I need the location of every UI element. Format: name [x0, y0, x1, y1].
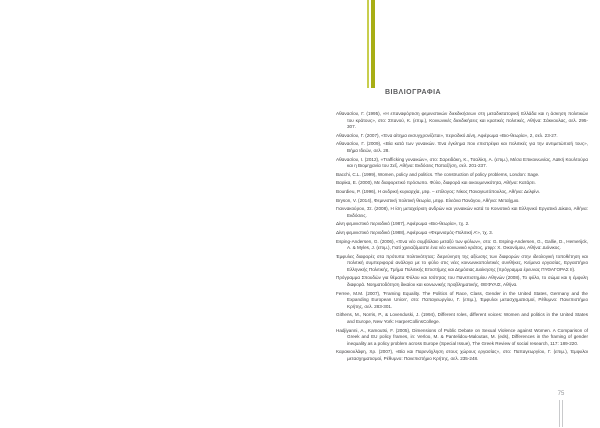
bibliography-entry: Πρόγραμμα Σπουδών για θέματα Φύλου και Ισότητας του Πανεπιστημίου Αθηνών (2008), Το φύλο, το σώμα και η έμφυλη διαφορά. Νοηματοδότηση δικαίου και κοινωνικής προβληματικής, ΘΕΦΥΛΙΣ, Αθήνα. — [336, 275, 588, 288]
bibliography-entry: Bryson, V. (2014), Φεμινιστική πολιτική θεωρία, μτφρ. Ελεάνα Πανάγου, Αθήνα: Μεταίχμιο. — [336, 197, 520, 203]
bibliography-entry: Δίνη φεμινιστικό περιοδικό (1988), Αφιέρωμα «Φεμινισμός-Πολιτική Α'», τχ. 3. — [336, 229, 493, 235]
bibliography-entry: Bacchi, C.L. (1999), Women, policy and politics. The construction of policy problems, London: Sage. — [336, 171, 540, 177]
page-title: ΒΙΒΛΙΟΓΡΑΦΙΑ — [385, 89, 442, 96]
page-footer — [552, 390, 570, 427]
bibliography-list — [336, 111, 588, 365]
bibliography-entry: Δίνη φεμινιστικό περιοδικό (1987), Αφιέρωμα «Βιο-θεωρία», τχ. 2. — [336, 221, 470, 227]
bibliography-entry: Ferree, M.M. (2007), 'Framing Equality. The Politics of Race, Class, Gender in the United States, Germany and the Expanding European Union', στο: Παπαγεωργίου, Γ. (επιμ.), Έμφυλοι μετασχηματισμοί, Ρέθυμνο: Πανεπιστήμιο Κρήτης, σελ. 283-301. — [336, 290, 588, 309]
page-mark-line — [562, 400, 563, 427]
bibliography-entry: Αθανασίου, Ι. (2012), «Trafficking γυναικών», στο: Σαρειδάκη, Κ., Τσαλίκη, Α. (επιμ.), Μέσα Επικοινωνίας, Λαϊκή Κουλτούρα και η Βιομηχανία του Σεξ, Αθήνα: Εκδόσεις Παπαζήση, σελ. 201-237. — [336, 156, 588, 169]
accent-line-thick — [371, 0, 375, 88]
bibliography-entry: Αθανασίου, Γ. (2007), «Ένα αίτημα εκσυγχρονίζεται», περιοδικό Δίνη, Αφιέρωμα «Βιο-θεωρία», 2, σελ. 23-27. — [336, 132, 558, 138]
bibliography-entry: Bourdieu, P. (1996), Η ανδρική κυριαρχία, μτφ. – επίλογος: Νίκος Παναγιωτόπουλος, Αθήνα: Δελφίνι. — [336, 188, 540, 194]
accent-stripe — [367, 0, 375, 88]
bibliography-entry: Αθανασίου, Γ. (2009), «Βία κατά των γυναικών. Ένα έγκλημα που επιστρέφει και πολιτικές για την αντιμετώπισή τους», Βήμα Ιδεών, σελ. 28. — [336, 141, 588, 153]
bibliography-entry: Έμφυλες διαφορές στα πρότυπα πολιτικότητας: διερεύνηση της αξίωσης των διαφορών στην ιδεολογική τοποθέτηση και πολιτική συμπεριφορά ανάλογα με το φύλο στις νέες κοινωνικοπολιτικές συνθήκες, Κείμενα εργασίας, Εργαστήριο Ελληνικής Πολιτικής, Τμήμα Πολιτικής Επιστήμης και Δημόσιας Διοίκησης (πρόγραμμα έρευνας ΠΥΘΑΓΟΡΑΣ ΙΙ). — [336, 253, 588, 272]
page-number: 75 — [557, 391, 565, 397]
bibliography-entry: Βαρίκα, Ε. (2000), Με διαφορετικό πρόσωπο. Φύλο, διαφορά και οικουμενικότητα, Αθήνα: Κατάρτι. — [336, 180, 536, 186]
bibliography-entry: Hadjiyanni, A., Kamoutsi, F. (2005), Dimensions of Public Debate on Sexual Violence against Women. A Comparison of Greek and EU policy frames, in: Verloo, M. & Pantelidou-Maloutas, M. (eds), Differences in the framing of gender inequality as a policy problem across Europe (Special Issue), The Greek Review of social research, 117: 189-220. — [336, 327, 588, 346]
bibliography-entry: Githens, M., Norris, P., & Lovenduski, J. (1994), Different roles, different voices: Women and politics in the United States and Europe, New York: HarperCollinsCollege. — [336, 312, 588, 325]
bibliography-entry: Γιαννακούρου, Στ. (2008), Η ίση μεταχείριση ανδρών και γυναικών κατά το Κοινοτικό και Ελληνικό Εργατικό Δίκαιο, Αθήνα: Εκδόσεις. — [336, 206, 588, 218]
bibliography-entry: Esping-Andersen, G. (2006), «Ένα νέο συμβόλαιο μεταξύ των φύλων», στο: G. Esping-Andersen, G., Gallie, D., Hemerijck, A. & Myles, J. (επιμ.), Γιατί χρειαζόμαστε ένα νέο κοινωνικό κράτος, μτφρ: Χ. Οικονόμου, Αθήνα: Διόνικος. — [336, 238, 588, 251]
bibliography-entry: Αθανασίου, Γ. (1995), «Η επαναφόρτιση φεμινιστικών διεκδικήσεων στη μεταδικτατορική Ελλάδα και η άσκηση πολιτικών του κράτους», στο: Σπανού, Κ. (επιμ.), Κοινωνικές διεκδικήσεις και κρατικές πολιτικές, Αθήνα: Σάκκουλας, σελ. 295-307. — [336, 111, 588, 130]
bibliography-entry: Καρακιουλάφη, Χρ. (2007), «Βία και Παρενόχληση στους χώρους εργασίας», στο: Παπαγεωργίου, Γ. (επιμ.), Έμφυλοι μετασχηματισμοί, Ρέθυμνο: Πανεπιστήμιο Κρήτης, σελ. 235-248. — [336, 349, 588, 361]
page-number-mark — [559, 400, 563, 427]
